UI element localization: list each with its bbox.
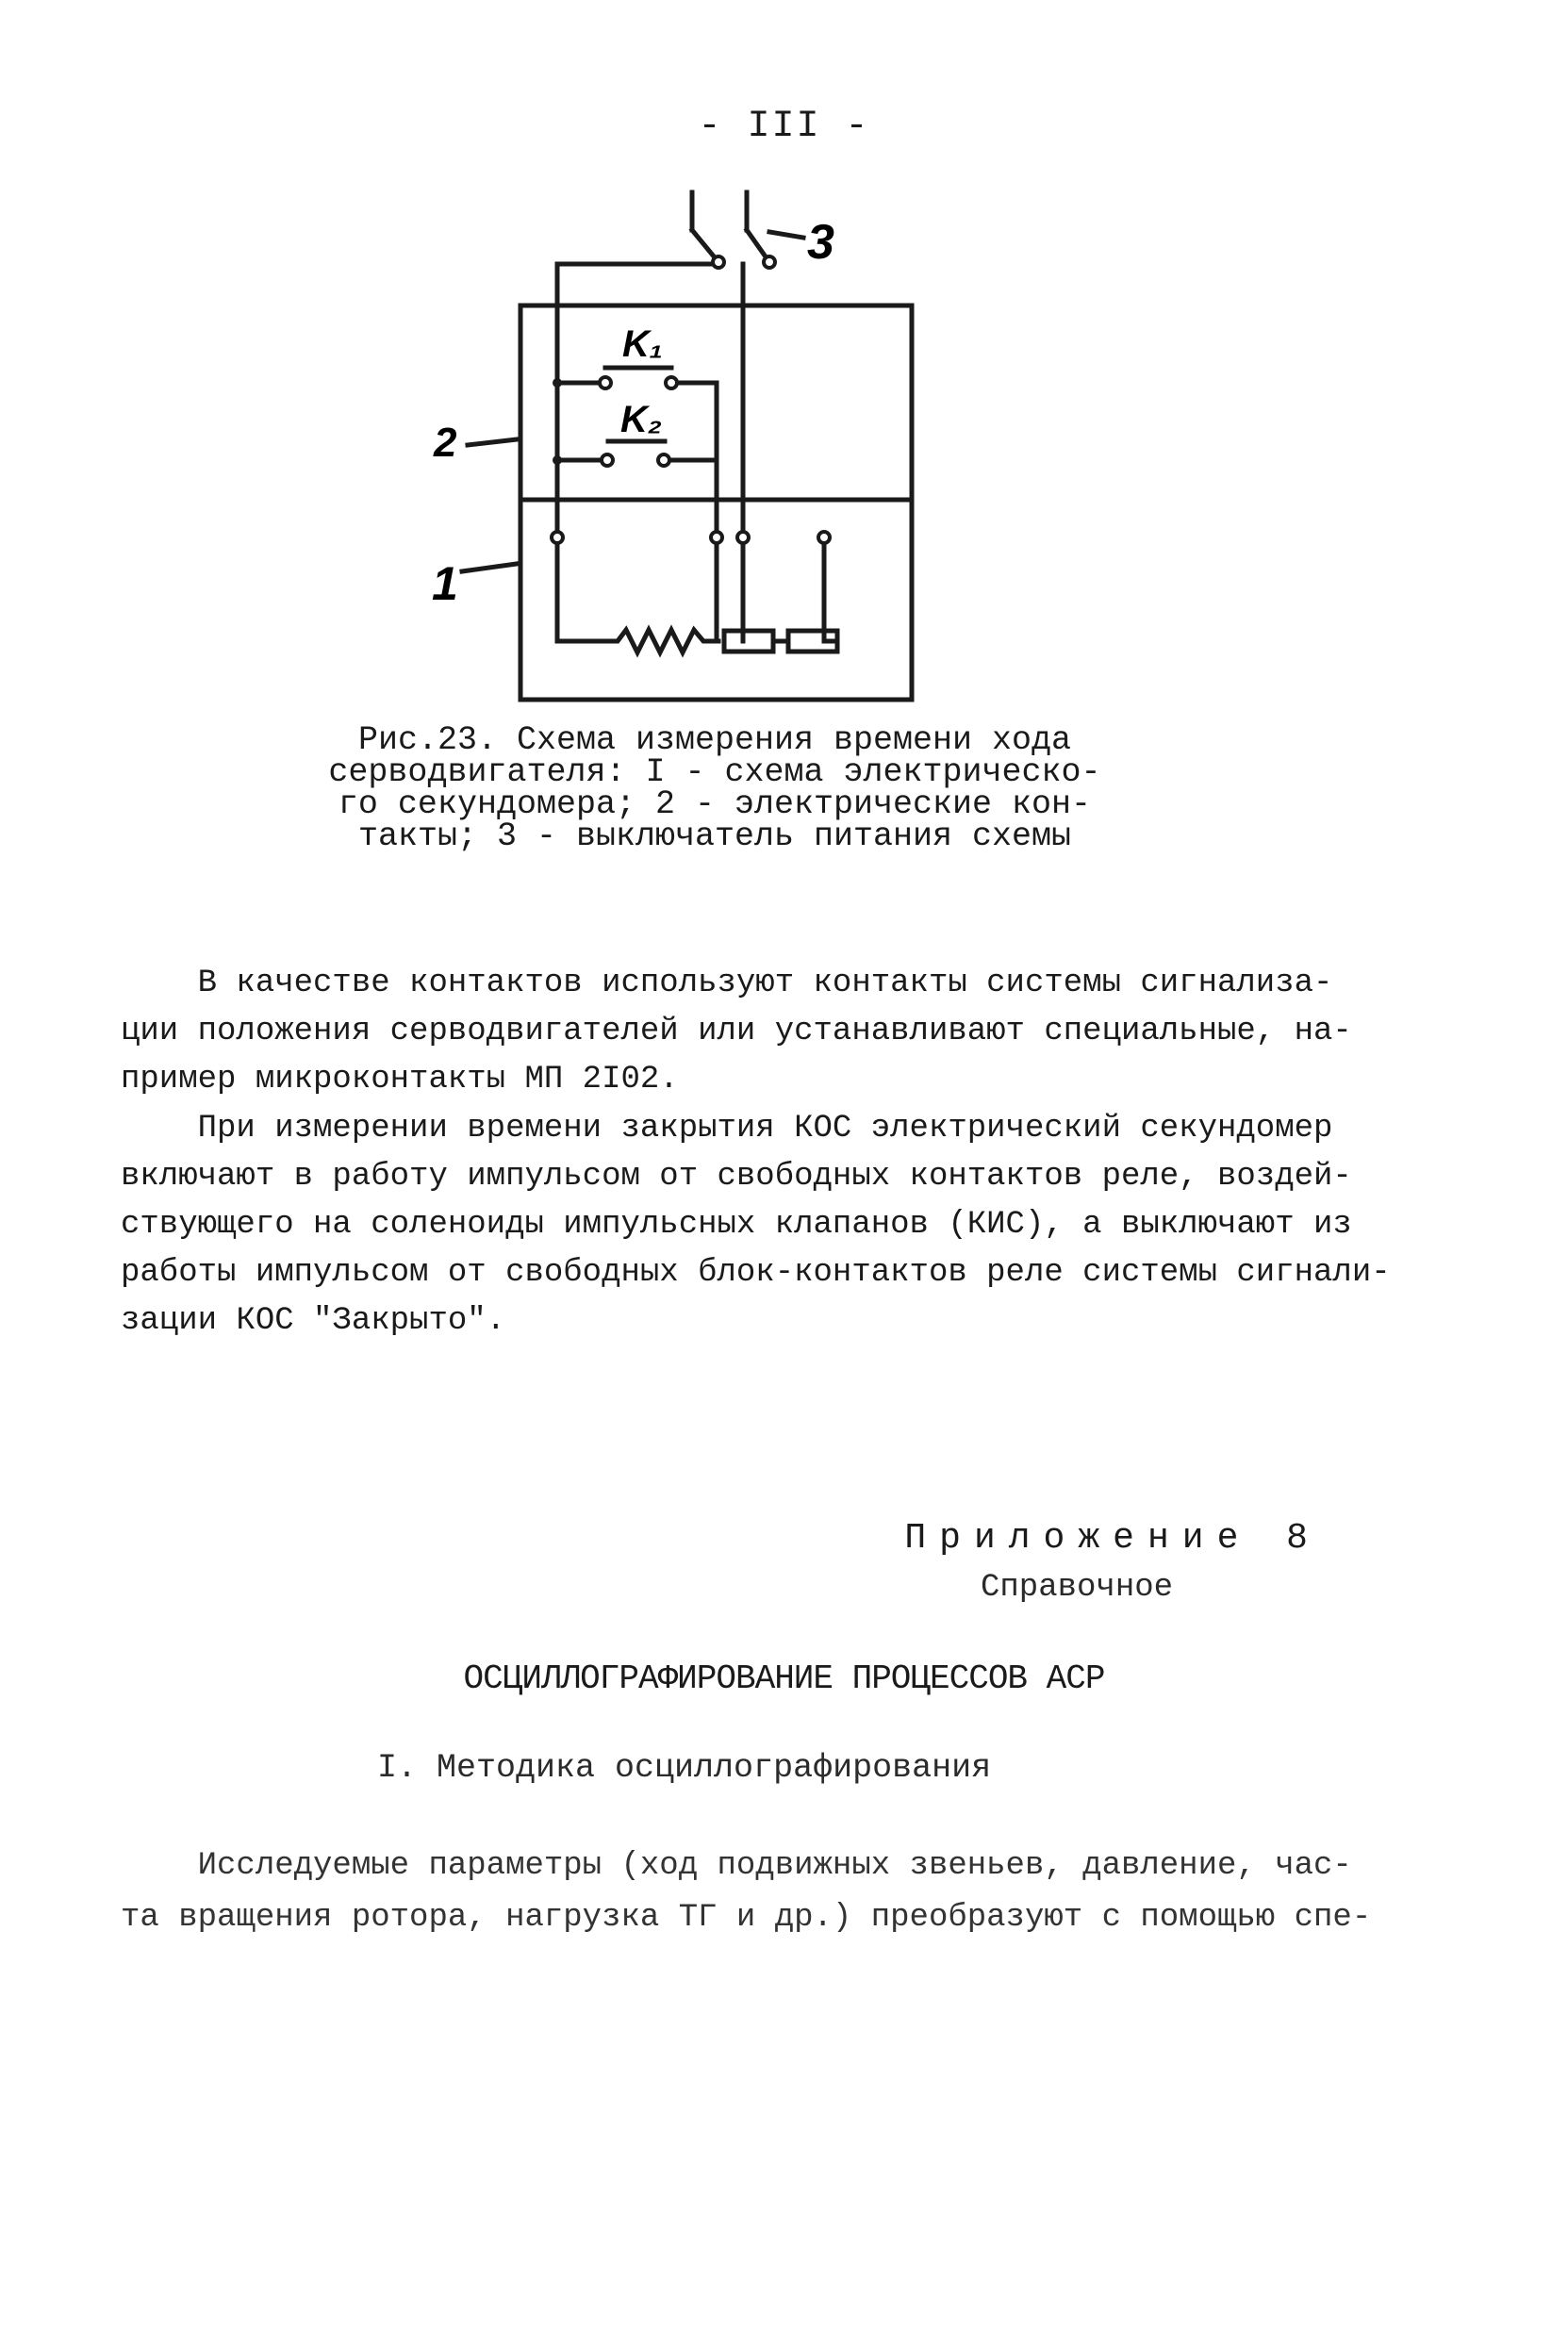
paragraph-line: зации КОС "Закрыто". [121,1303,506,1339]
terminal-2 [711,532,722,543]
paragraph-line: ции положения серводвигателей или устанавливают специальные, на- [121,1014,1352,1049]
caption-line: серводвигателя: I - схема электрическо- [328,753,1101,791]
leader-1 [462,564,517,571]
section-title: ОСЦИЛЛОГРАФИРОВАНИЕ ПРОЦЕССОВ АСР [463,1659,1105,1698]
paragraph-oscillography [121,1841,1372,1944]
k2-contact-left [602,454,613,466]
k1-contact-right [666,377,677,388]
coil-1 [724,631,773,652]
k1-wire-right [671,383,717,470]
label-1: 1 [432,557,458,610]
label-3: 3 [807,215,834,270]
switch-terminal-right [764,256,775,268]
paragraph-line: ствующего на соленоиды импульсных клапанов (КИС), а выключают из [121,1207,1352,1243]
switch-terminal-left [713,256,724,268]
paragraph-line: пример микроконтакты МП 2I02. [121,1062,679,1098]
paragraph-line: Исследуемые параметры (ход подвижных звеньев, давление, час- [121,1848,1352,1884]
paragraph-line: включают в работу импульсом от свободных контактов реле, воздей- [121,1159,1352,1195]
caption-line: го секундомера; 2 - электрические кон- [338,785,1092,823]
terminal-1 [552,532,563,543]
junction-2 [553,455,562,465]
label-2: 2 [434,420,457,466]
circuit-diagram [396,170,981,717]
terminal-4 [818,532,830,543]
k2-contact-right [658,454,669,466]
label-k2: K₂ [620,399,663,440]
junction-1 [553,378,562,388]
paragraph-line: работы импульсом от свободных блок-контактов реле системы сигнали- [121,1255,1391,1291]
caption-line: такты; 3 - выключатель питания схемы [357,817,1072,855]
leader-3 [769,232,803,238]
page-number: - III - [698,106,870,148]
paragraph-line: В качестве контактов используют контакты системы сигнализа- [121,966,1333,1001]
resistor [557,630,718,652]
terminal-3 [737,532,749,543]
circuit-diagram-svg [396,170,981,717]
subsection-title: I. Методика осциллографирования [377,1749,992,1787]
k1-contact-left [600,377,611,388]
figure-caption [300,721,1130,855]
paragraph-measurement [121,1105,1391,1345]
appendix-subtitle: Справочное [981,1570,1174,1606]
paragraph-line: та вращения ротора, нагрузка ТГ и др.) преобразуют с помощью спе- [121,1900,1372,1936]
appendix-title: Приложение 8 [904,1518,1321,1559]
leader-2 [468,439,517,445]
caption-line: Рис.23. Схема измерения времени хода [357,721,1072,759]
paragraph-contacts [121,960,1352,1104]
paragraph-line: При измерении времени закрытия КОС электрический секундомер [121,1111,1333,1147]
label-k1: K₁ [622,323,663,365]
